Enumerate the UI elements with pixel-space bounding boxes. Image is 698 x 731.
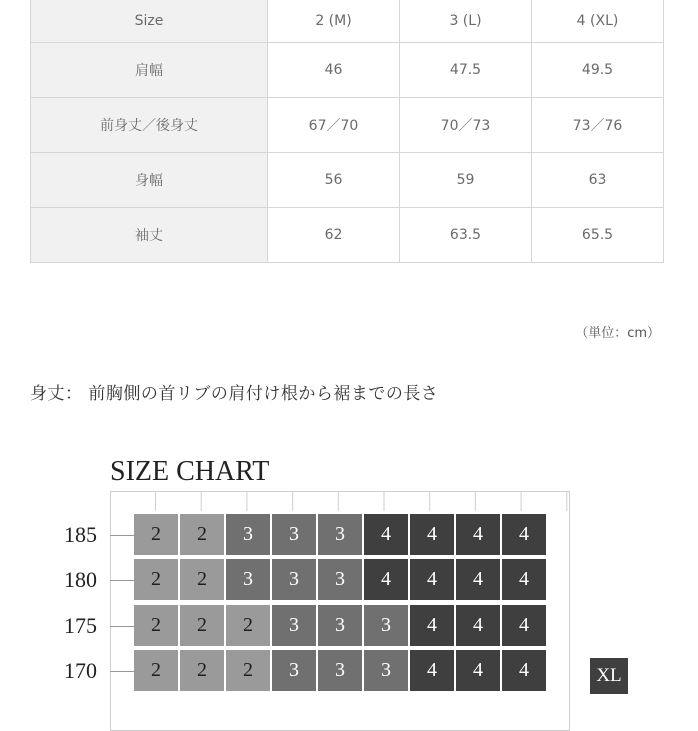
header-cell: Size — [31, 0, 268, 43]
size-cell: 4 — [502, 559, 546, 600]
size-cell: 3 — [318, 514, 362, 555]
size-cell: 4 — [364, 514, 408, 555]
row-label: 前身丈／後身丈 — [31, 98, 268, 153]
table-cell: 65.5 — [532, 208, 664, 263]
size-cell: 4 — [410, 514, 454, 555]
size-cell: 4 — [456, 514, 500, 555]
table-cell: 73／76 — [532, 98, 664, 153]
size-cell: 2 — [134, 605, 178, 646]
size-cell: 4 — [456, 650, 500, 691]
table-cell: 47.5 — [400, 43, 532, 98]
size-cell: 3 — [226, 559, 270, 600]
size-cell: 3 — [272, 559, 316, 600]
length-note: 身丈： 前胸側の首リブの肩付け根から裾までの長さ — [30, 384, 439, 404]
header-cell: 2 (M) — [268, 0, 400, 43]
size-cell: 3 — [318, 559, 362, 600]
size-table — [30, 0, 664, 263]
size-cell: 3 — [318, 650, 362, 691]
size-cell: 3 — [226, 514, 270, 555]
header-cell: 4 (XL) — [532, 0, 664, 43]
size-cell: 2 — [180, 605, 224, 646]
size-cell: 4 — [410, 605, 454, 646]
size-cell: 2 — [226, 605, 270, 646]
size-cell: 4 — [502, 650, 546, 691]
unit-note: （単位：cm） — [575, 326, 660, 341]
size-cell: 4 — [502, 605, 546, 646]
size-cell: 4 — [410, 650, 454, 691]
size-cell: 2 — [134, 650, 178, 691]
table-cell: 70／73 — [400, 98, 532, 153]
size-cell: 2 — [226, 650, 270, 691]
table-row — [31, 153, 664, 208]
size-cell: 4 — [502, 514, 546, 555]
size-cell: 3 — [272, 650, 316, 691]
height-tick — [110, 580, 134, 581]
table-row — [31, 98, 664, 153]
size-cell: 3 — [272, 605, 316, 646]
size-cell: 3 — [272, 514, 316, 555]
table-cell: 59 — [400, 153, 532, 208]
size-cell: 4 — [364, 559, 408, 600]
height-tick — [110, 626, 134, 627]
height-label: 170 — [64, 658, 97, 683]
size-cell: 3 — [318, 605, 362, 646]
table-cell: 46 — [268, 43, 400, 98]
table-cell: 63 — [532, 153, 664, 208]
table-cell: 63.5 — [400, 208, 532, 263]
size-chart-title: SIZE CHART — [110, 456, 270, 487]
size-cell: 3 — [364, 650, 408, 691]
size-cell: 4 — [456, 559, 500, 600]
table-cell: 49.5 — [532, 43, 664, 98]
height-tick — [110, 671, 134, 672]
row-label: 肩幅 — [31, 43, 268, 98]
height-tick — [110, 535, 134, 536]
size-cell: 3 — [364, 605, 408, 646]
table-header-row — [31, 0, 664, 43]
size-cell: 2 — [180, 514, 224, 555]
size-cell: 2 — [134, 514, 178, 555]
xl-legend-badge: XL — [590, 658, 628, 694]
height-label: 185 — [64, 522, 97, 547]
size-cell: 2 — [180, 559, 224, 600]
row-label: 身幅 — [31, 153, 268, 208]
size-cell: 4 — [456, 605, 500, 646]
size-cell: 2 — [134, 559, 178, 600]
table-cell: 56 — [268, 153, 400, 208]
table-row — [31, 208, 664, 263]
table-cell: 62 — [268, 208, 400, 263]
height-label: 175 — [64, 613, 97, 638]
size-cell: 2 — [180, 650, 224, 691]
table-row — [31, 43, 664, 98]
table-cell: 67／70 — [268, 98, 400, 153]
height-label: 180 — [64, 567, 97, 592]
size-cell: 4 — [410, 559, 454, 600]
row-label: 袖丈 — [31, 208, 268, 263]
header-cell: 3 (L) — [400, 0, 532, 43]
